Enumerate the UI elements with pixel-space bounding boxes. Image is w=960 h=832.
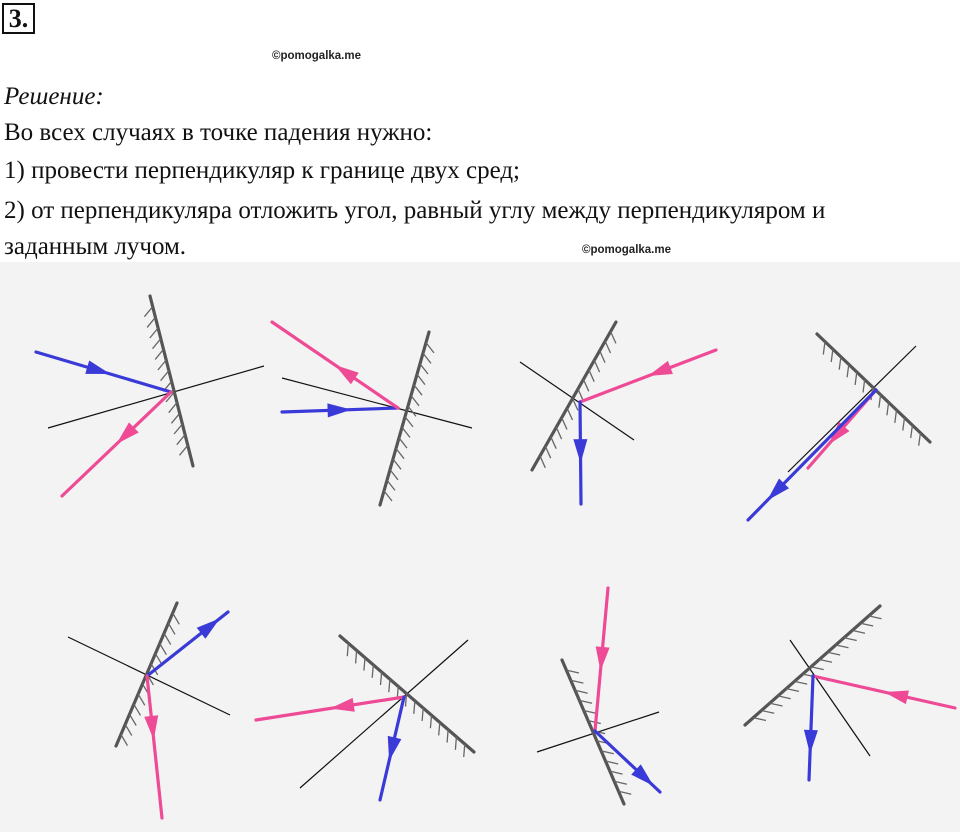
blue-ray	[809, 676, 813, 780]
solution-line-3: 2) от перпендикуляра отложить угол, равный углу между перпендикуляром и	[4, 197, 826, 224]
mirror-line	[380, 332, 429, 505]
arrow-head	[327, 403, 351, 417]
solution-line-1: Во всех случаях в точке падения нужно:	[4, 119, 433, 146]
arrow-head	[648, 361, 673, 376]
normal-line	[300, 640, 468, 788]
arrow-head	[804, 730, 818, 754]
reflection-diagram-6	[256, 636, 474, 800]
arrow-head	[335, 365, 359, 384]
arrow-head	[144, 715, 158, 740]
watermark: ©pomogalka.me	[582, 244, 671, 256]
solution-line-2: 1) провести перпендикуляр к границе двух сред;	[4, 157, 521, 184]
arrow-head	[330, 698, 355, 712]
reflection-diagram-3	[520, 322, 716, 504]
arrow-head	[388, 736, 402, 761]
reflection-diagram-4	[748, 334, 930, 520]
normal-line	[48, 366, 264, 428]
reflection-diagrams	[0, 262, 960, 832]
reflection-diagrams-figure	[0, 262, 960, 832]
mirror-hatching	[144, 307, 187, 456]
pink-ray	[147, 676, 162, 818]
task-number: 3.	[2, 3, 35, 34]
mirror-line	[562, 660, 624, 804]
mirror-line	[150, 296, 193, 466]
reflection-diagram-2	[272, 322, 472, 505]
reflection-diagram-5	[68, 603, 230, 818]
reflection-diagram-7	[537, 588, 660, 804]
normal-line	[790, 640, 870, 756]
mirror-line	[532, 322, 616, 470]
mirror-hatching	[347, 643, 465, 757]
reflection-diagram-8	[745, 606, 955, 780]
arrow-head	[884, 690, 909, 704]
solution-heading: Решение:	[4, 83, 104, 110]
mirror-hatching	[753, 616, 881, 721]
arrow-head	[596, 646, 610, 671]
solution-line-4: заданным лучом.	[4, 233, 187, 260]
mirror-hatching	[384, 343, 434, 501]
normal-line	[520, 362, 634, 440]
normal-line	[282, 378, 472, 428]
arrow-head	[573, 439, 587, 463]
mirror-line	[817, 334, 930, 442]
reflection-diagram-1	[36, 296, 264, 496]
arrow-head	[85, 360, 110, 374]
watermark: ©pomogalka.me	[272, 50, 361, 62]
